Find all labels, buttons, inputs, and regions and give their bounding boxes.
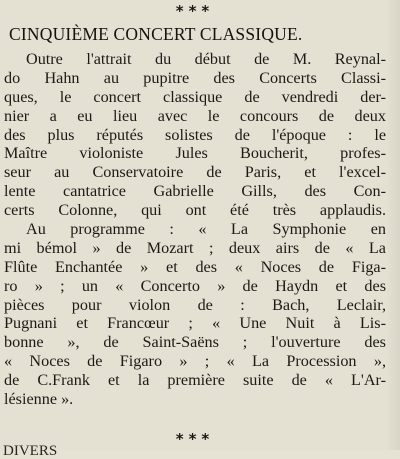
article-line: Flûte Enchantée » et des « Noces de Figa- — [4, 257, 386, 276]
article-line: lésienne ». — [4, 390, 74, 409]
article-line: de C.Frank et la première suite de « L'Ar- — [4, 371, 386, 390]
article-line: nier a eu lieu avec le concours de deux — [4, 106, 386, 125]
article-line: bonne », de Saint-Saëns ; l'ouverture des — [4, 333, 386, 352]
article-line: Outre l'attrait du début de M. Reynal- — [26, 50, 386, 68]
article-line: do Hahn au pupitre des Concerts Classi- — [4, 68, 386, 87]
separator-top: *** — [175, 2, 215, 20]
article-line: Maître violoniste Jules Boucherit, profes- — [4, 144, 386, 163]
next-heading-partial: DIVERS — [3, 443, 58, 459]
article-line: ro » ; un « Concerto » de Haydn et des — [4, 276, 386, 295]
article-line: seur au Conservatoire de Paris, et l'excel- — [4, 163, 386, 182]
article-line: pièces pour violon de : Bach, Leclair, — [4, 295, 386, 314]
article-line: lente cantatrice Gabrielle Gills, des Con- — [4, 182, 386, 201]
article-line: « Noces de Figaro » ; « La Procession », — [4, 352, 386, 371]
article-body — [4, 50, 386, 409]
separator-bottom: *** — [175, 430, 215, 448]
article-line: certs Colonne, qui ont été très applaudis. — [4, 201, 386, 220]
article-line: ques, le concert classique de vendredi der- — [4, 87, 386, 106]
article-line: des plus réputés solistes de l'époque : le — [4, 125, 386, 144]
article-line: mi bémol » de Mozart ; deux airs de « La — [4, 238, 386, 257]
article-heading: CINQUIÈME CONCERT CLASSIQUE. — [9, 24, 303, 44]
article-line: Pugnani et Francœur ; « Une Nuit à Lis- — [4, 314, 386, 333]
article-line: Au programme : « La Symphonie en — [26, 220, 386, 239]
page-edge — [386, 0, 400, 450]
